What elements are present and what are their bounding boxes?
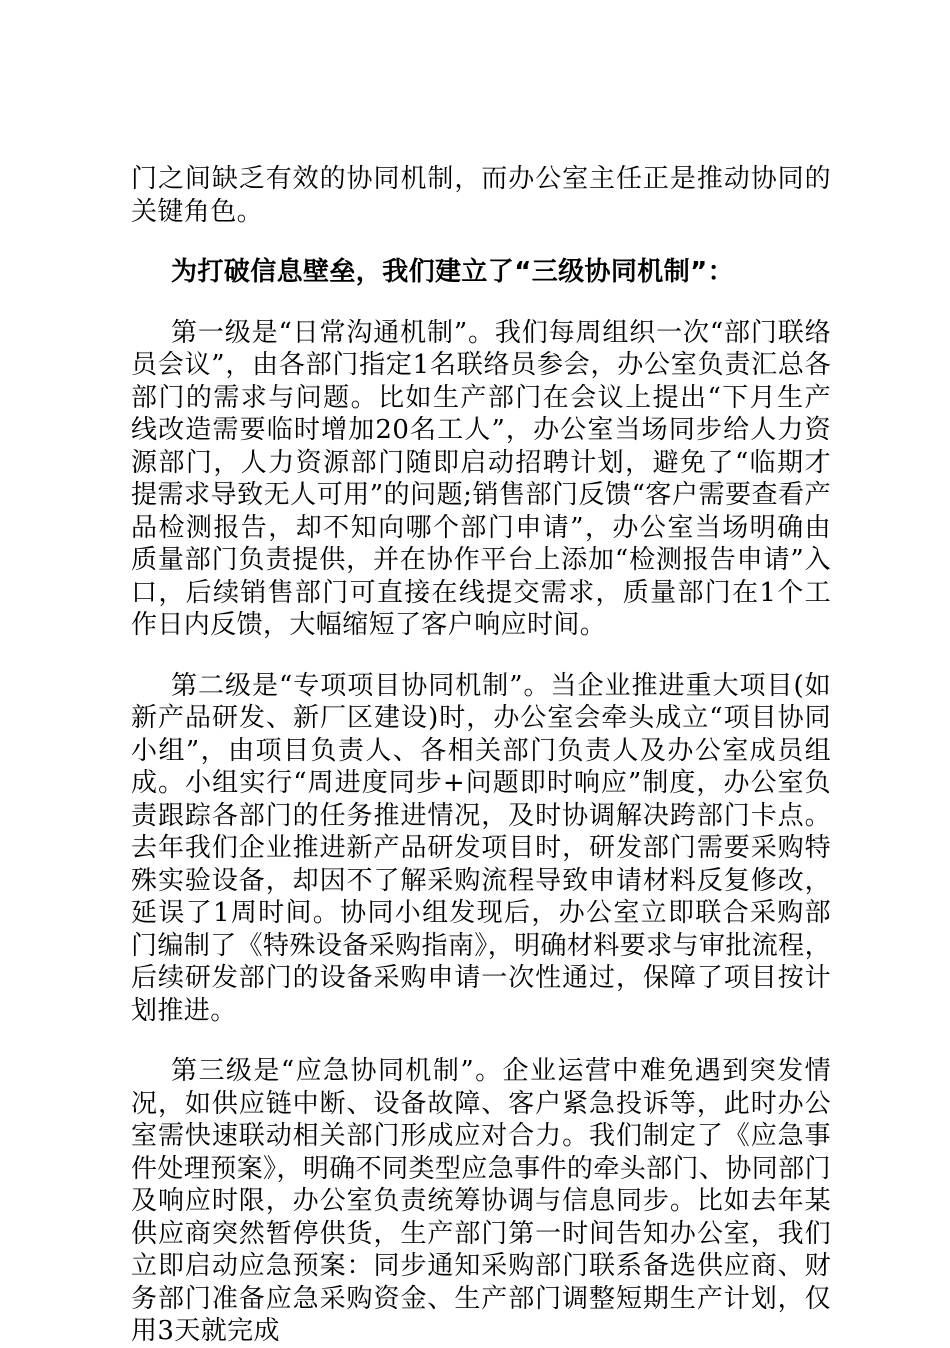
section-heading: 为打破信息壁垒，我们建立了“三级协同机制”： — [171, 257, 734, 287]
paragraph-continuation: 门之间缺乏有效的协同机制，而办公室主任正是推动协同的关键角色。 — [131, 164, 831, 227]
paragraph-level-two: 第二级是“专项项目协同机制”。当企业推进重大项目(如新产品研发、新厂区建设)时，办公室会牵头成立“项目协同小组”，由项目负责人、各相关部门负责人及办公室成员组成。小组实行“周进度同步+问题即时响应”制度，办公室负责跟踪各部门的任务推进情况，及时协调解决跨部门卡点。去年我们企业推进新产品研发项目时，研发部门需要采购特殊实验设备，却因不了解采购流程导致申请材料反复修改，延误了1周时间。协同小组发现后，办公室立即联合采购部门编制了《特殊设备采购指南》，明确材料要求与审批流程，后续研发部门的设备采购申请一次性通过，保障了项目按计划推进。 — [131, 670, 831, 1026]
paragraph-level-one: 第一级是“日常沟通机制”。我们每周组织一次“部门联络员会议”，由各部门指定1名联络员参会，办公室负责汇总各部门的需求与问题。比如生产部门在会议上提出“下月生产线改造需要临时增加20名工人”，办公室当场同步给人力资源部门，人力资源部门随即启动招聘计划，避免了“临期才提需求导致无人可用”的问题;销售部门反馈“客户需要查看产品检测报告，却不知向哪个部门申请”，办公室当场明确由质量部门负责提供，并在协作平台上添加“检测报告申请”入口，后续销售部门可直接在线提交需求，质量部门在1个工作日内反馈，大幅缩短了客户响应时间。 — [131, 317, 831, 640]
paragraph-level-three: 第三级是“应急协同机制”。企业运营中难免遇到突发情况，如供应链中断、设备故障、客户紧急投诉等，此时办公室需快速联动相关部门形成应对合力。我们制定了《应急事件处理预案》，明确不同类型应急事件的牵头部门、协同部门及响应时限，办公室负责统筹协调与信息同步。比如去年某供应商突然暂停供货，生产部门第一时间告知办公室，我们立即启动应急预案：同步通知采购部门联系备选供应商、财务部门准备应急采购资金、生产部门调整短期生产计划，仅用3天就完成 — [131, 1056, 831, 1346]
document-page — [131, 163, 831, 1348]
